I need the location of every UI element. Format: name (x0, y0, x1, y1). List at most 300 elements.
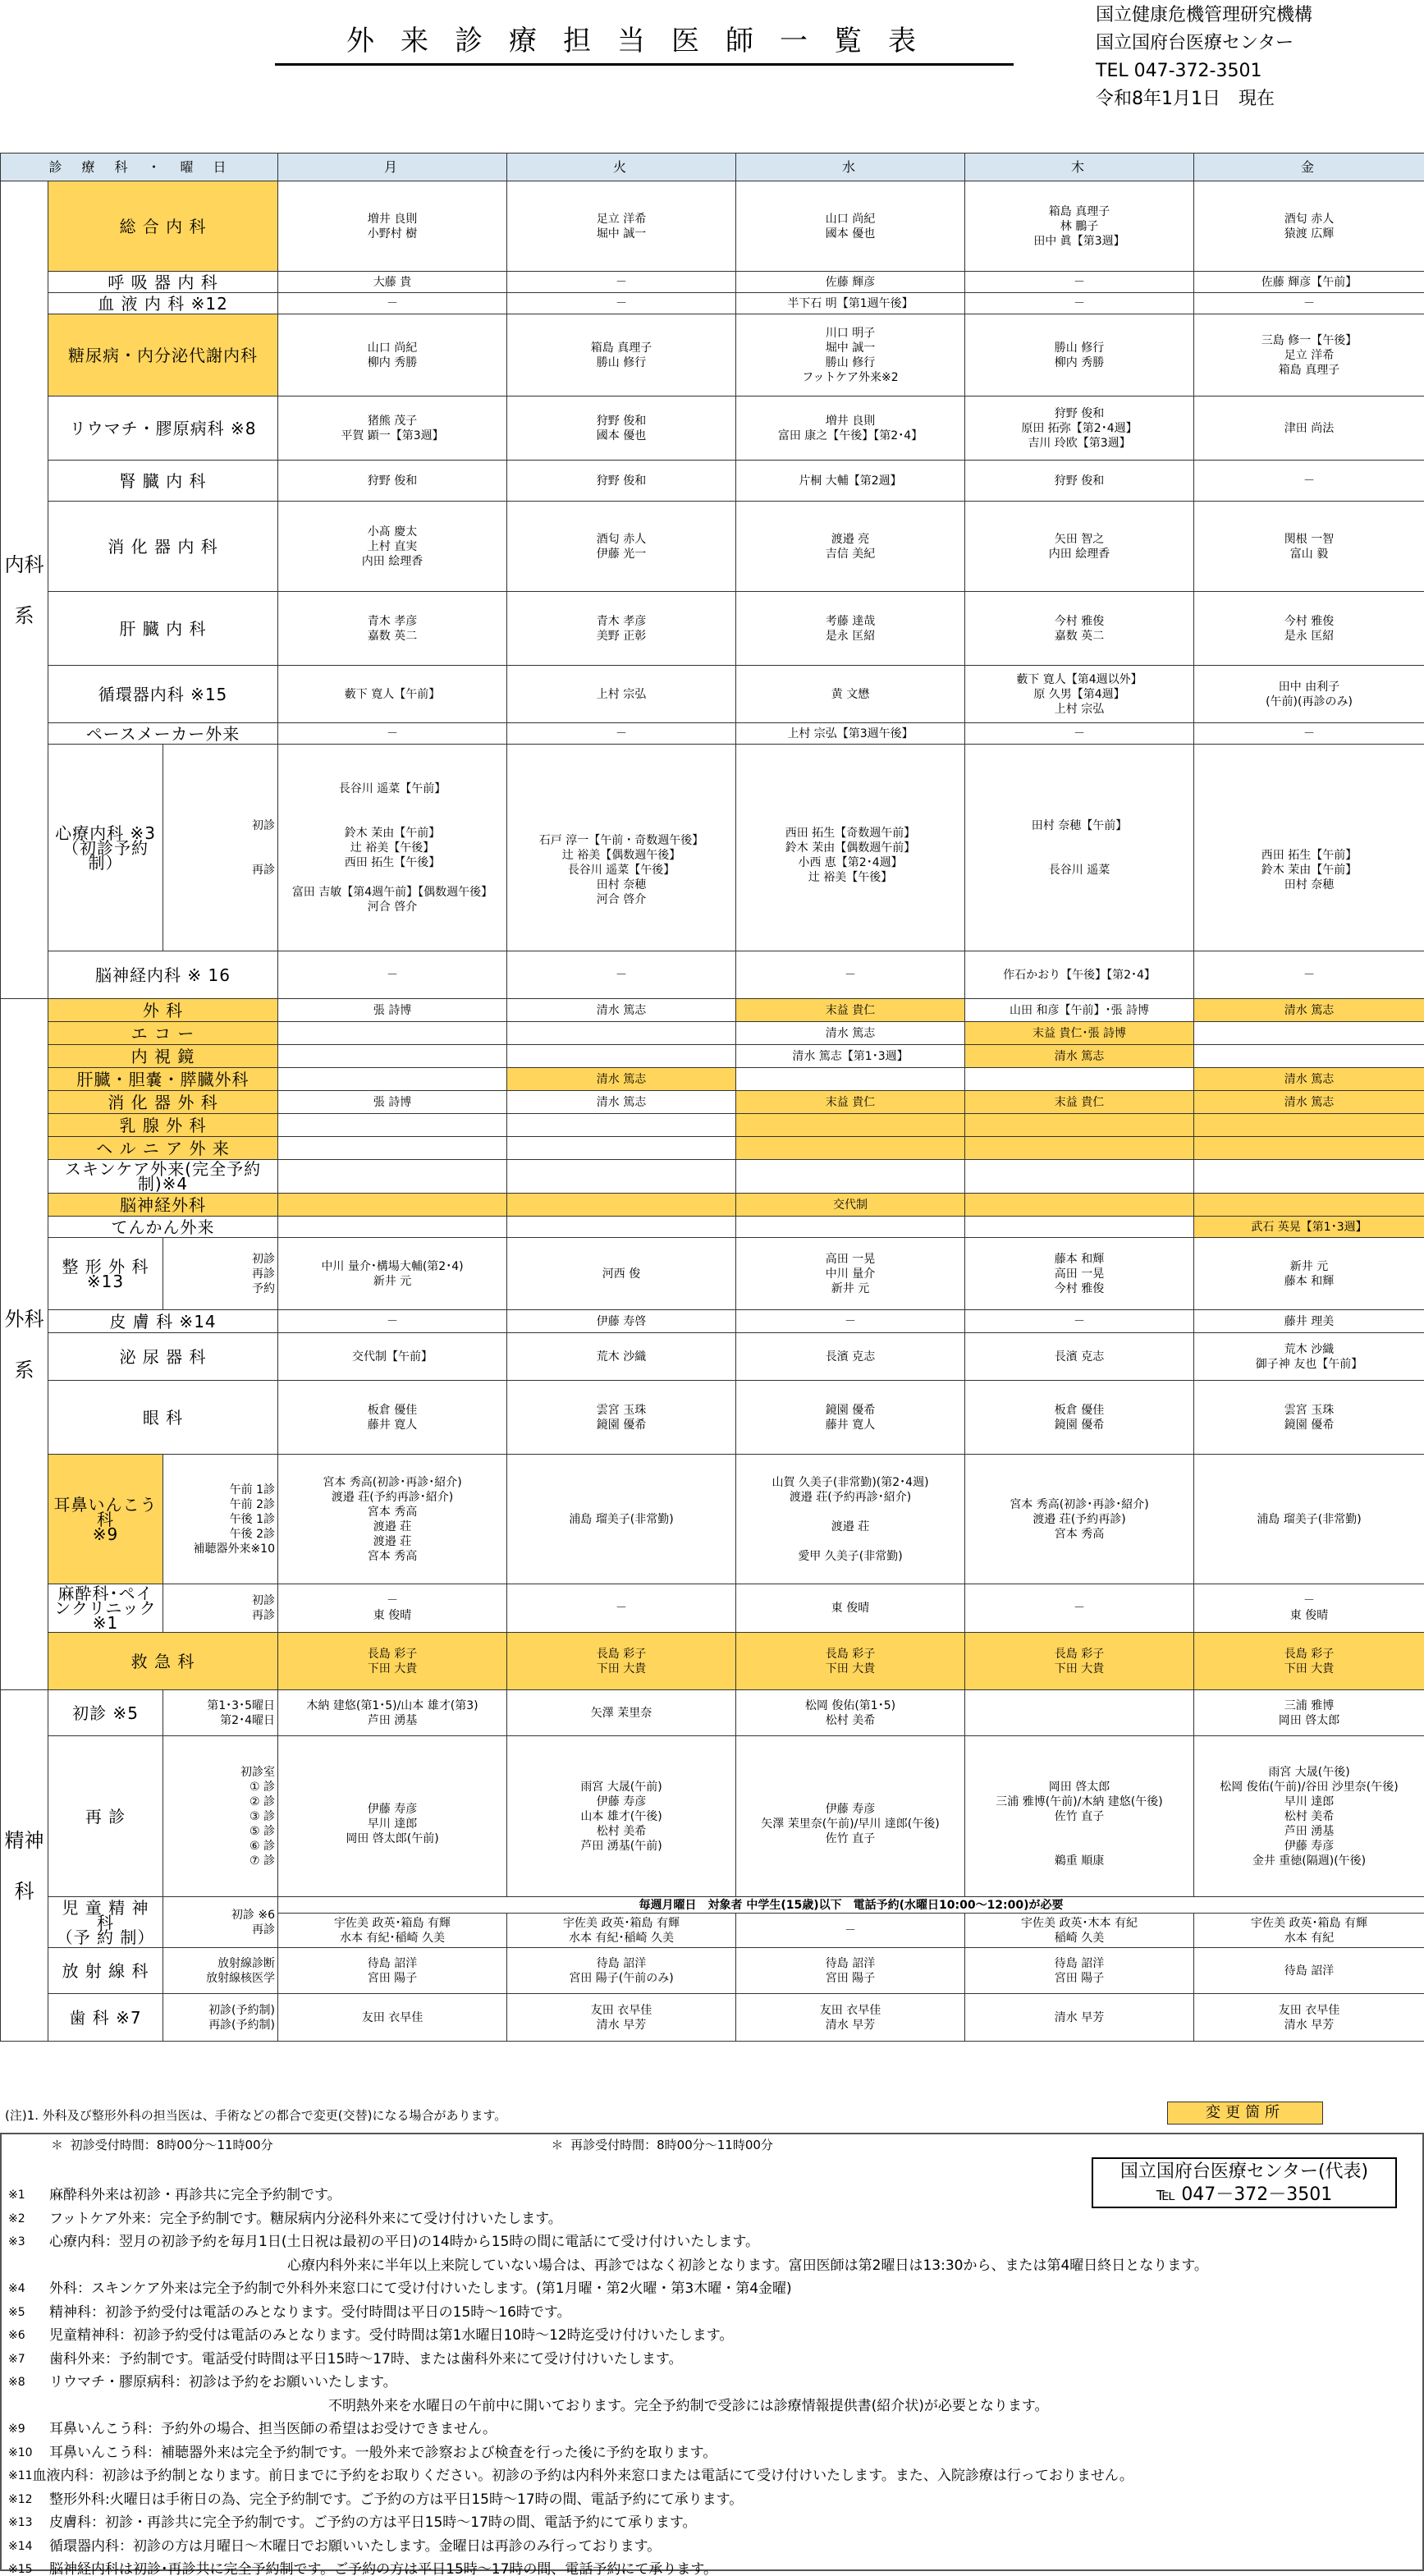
department-name: ヘ ル ニ ア 外 来 (48, 1137, 278, 1160)
doctor-cell-wed: 伊藤 寿彦 矢澤 茉里奈(午前)/早川 達郎(午後) 佐竹 直子 (736, 1736, 965, 1897)
doctor-cell-thu: 狩野 俊和 (965, 461, 1194, 502)
doctor-cell-tue (507, 1217, 736, 1238)
doctor-cell-thu: 岡田 啓太郎 三浦 雅博(午前)/木納 建悠(午後) 佐竹 直子 鵜重 順康 (965, 1736, 1194, 1897)
department-subtype: 初診(予約制) 再診(予約制) (163, 1994, 278, 2042)
doctor-cell-wed: 佐藤 輝彦 (736, 272, 965, 293)
note-text: 皮膚科：初診・再診共に完全予約制です。ご予約の方は平日15時～17時の間、電話予約にて承ります。 (49, 2514, 697, 2531)
doctor-cell-wed (736, 1160, 965, 1194)
doctor-cell-fri: － (1194, 723, 1424, 745)
doctor-cell-fri (1194, 1194, 1424, 1217)
note-key: ※12 (8, 2492, 33, 2506)
department-name: 総 合 内 科 (48, 181, 278, 272)
schedule-table (0, 153, 1424, 2042)
department-subtype: 初診 ※6 再診 (163, 1897, 278, 1948)
doctor-cell-mon: － (278, 723, 507, 745)
note-key: ※3 (8, 2235, 25, 2248)
table-row (1, 1217, 1424, 1238)
doctor-cell-wed: 片桐 大輔【第2週】 (736, 461, 965, 502)
doctor-cell-tue: 荒木 沙織 (507, 1333, 736, 1381)
department-name: 脳神経外科 (48, 1194, 278, 1217)
table-row (1, 1160, 1424, 1194)
department-name: 整 形 外 科 ※13 (48, 1238, 163, 1310)
note-key: ※14 (8, 2539, 33, 2553)
doctor-cell-fri: － (1194, 293, 1424, 314)
department-subtype: 午前 1診 午前 2診 午後 1診 午後 2診 補聴器外来※10 (163, 1455, 278, 1584)
doctor-cell-wed: 長島 彩子 下田 大貴 (736, 1633, 965, 1690)
header (0, 0, 1424, 156)
doctor-cell-fri (1194, 1137, 1424, 1160)
department-name: 脳神経内科 ※ 16 (48, 951, 278, 999)
table-row (1, 1455, 1424, 1584)
doctor-cell-fri: 新井 元 藤本 和輝 (1194, 1238, 1424, 1310)
doctor-cell-wed: 半下石 明【第1週午後】 (736, 293, 965, 314)
table-row (1, 461, 1424, 502)
doctor-cell-mon: 山口 尚紀 柳内 秀勝 (278, 314, 507, 396)
table-row (1, 951, 1424, 999)
doctor-cell-thu: 宮本 秀高(初診･再診･紹介) 渡邉 荘(予約再診) 宮本 秀高 (965, 1455, 1194, 1584)
notes-list (8, 2184, 1208, 2576)
doctor-cell-mon: 張 詩博 (278, 999, 507, 1022)
header-day: 月 (278, 154, 507, 181)
table-row (1, 1690, 1424, 1736)
header-day: 火 (507, 154, 736, 181)
doctor-cell-fri: 西田 拓生【午前】 鈴木 茉由【午前】 田村 奈穂 (1194, 745, 1424, 951)
doctor-cell-wed: 清水 篤志【第1･3週】 (736, 1045, 965, 1068)
doctor-cell-mon (278, 1194, 507, 1217)
doctor-cell-tue: 上村 宗弘 (507, 666, 736, 723)
note-text: 脳神経内科は初診･再診共に完全予約制です。ご予約の方は平日15時～17時の間、電話予約にて承ります。 (49, 2561, 718, 2576)
department-name: 放 射 線 科 (48, 1948, 163, 1994)
note-item (8, 2277, 1075, 2301)
doctor-cell-mon: 猪熊 茂子 平賀 顕一【第3週】 (278, 396, 507, 461)
department-name: 肝臓・胆嚢・膵臓外科 (48, 1068, 278, 1091)
doctor-cell-wed: 清水 篤志 (736, 1022, 965, 1045)
doctor-cell-fri: 荒木 沙織 御子神 友也【午前】 (1194, 1333, 1424, 1381)
department-name: 心療内科 ※3 （初診予約制） (48, 745, 163, 951)
note-text: 精神科：初診予約受付は電話のみとなります。受付時間は平日の15時～16時です。 (49, 2303, 571, 2321)
doctor-cell-fri: 宇佐美 政英･箱島 有輝 水本 有紀 (1194, 1897, 1424, 1948)
header-day: 水 (736, 154, 965, 181)
doctor-cell-wed (736, 1068, 965, 1091)
doctor-cell-thu: － (965, 1310, 1194, 1333)
table-header-row (1, 154, 1424, 181)
doctor-cell-fri: － (1194, 951, 1424, 999)
note-item (8, 2511, 1075, 2535)
doctor-cell-wed: 友田 衣早佳 清水 早芳 (736, 1994, 965, 2042)
doctor-cell-thu: 箱島 真理子 林 鵬子 田中 眞【第3週】 (965, 181, 1194, 272)
doctor-cell-tue: 清水 篤志 (507, 1068, 736, 1091)
department-name: てんかん外来 (48, 1217, 278, 1238)
doctor-cell-mon: 中川 量介･構場大輔(第2･4) 新井 元 (278, 1238, 507, 1310)
note-item (8, 2371, 1075, 2395)
doctor-cell-tue: 待島 詔洋 宮田 陽子(午前のみ) (507, 1948, 736, 1994)
department-name: 麻酔科･ペインクリニック ※1 (48, 1584, 163, 1633)
note-item (8, 2301, 1075, 2325)
department-name: 糖尿病・内分泌代謝内科 (48, 314, 278, 396)
doctor-cell-tue: 雨宮 大晟(午前) 伊藤 寿彦 山本 雄才(午後) 松村 美希 芦田 湧基(午前) (507, 1736, 736, 1897)
doctor-cell-fri: 佐藤 輝彦【午前】 (1194, 272, 1424, 293)
doctor-cell-thu: 待島 詔洋 宮田 陽子 (965, 1948, 1194, 1994)
table-row (1, 745, 1424, 951)
note-text: リウマチ・膠原病科：初診は予約をお願いいたします。 (49, 2374, 397, 2390)
header-dept-weekday: 診 療 科 ・ 曜 日 (1, 154, 278, 181)
note-key: ※13 (8, 2516, 33, 2529)
doctor-cell-wed: 山賀 久美子(非常勤)(第2･4週) 渡邉 荘(予約再診･紹介) 渡邉 荘 愛甲 久美子(非常勤) (736, 1455, 965, 1584)
doctor-cell-wed: 黄 文懋 (736, 666, 965, 723)
doctor-cell-wed: 考藤 達哉 是永 匡紹 (736, 592, 965, 666)
department-name: 肝 臓 内 科 (48, 592, 278, 666)
doctor-cell-fri (1194, 1022, 1424, 1045)
table-row (1, 1137, 1424, 1160)
doctor-cell-fri (1194, 1114, 1424, 1137)
department-name: 呼 吸 器 内 科 (48, 272, 278, 293)
doctor-cell-fri: 清水 篤志 (1194, 999, 1424, 1022)
department-subtype: 初診室 ① 診 ② 診 ③ 診 ⑤ 診 ⑥ 診 ⑦ 診 (163, 1736, 278, 1897)
department-name: 泌 尿 器 科 (48, 1333, 278, 1381)
department-name: 児 童 精 神 科 （予 約 制） (48, 1897, 163, 1948)
doctor-cell-tue: 伊藤 寿啓 (507, 1310, 736, 1333)
doctor-cell-thu: 宇佐美 政英･木本 有紀 稲崎 久美 (965, 1897, 1194, 1948)
doctor-cell-mon: － (278, 1310, 507, 1333)
note-item (8, 2441, 1075, 2465)
table-row (1, 1948, 1424, 1994)
note-key: ※10 (8, 2445, 33, 2459)
group-label: 内科系 (1, 181, 48, 999)
doctor-cell-tue (507, 1114, 736, 1137)
doctor-cell-tue: 狩野 俊和 國本 優也 (507, 396, 736, 461)
doctor-cell-fri: 雨宮 大晟(午後) 松岡 俊佑(午前)/谷田 沙里奈(午後) 早川 達郎 松村 美希 芦田 湧基 伊藤 寿彦 金井 重徳(隔週)(午後) (1194, 1736, 1424, 1897)
doctor-cell-wed: 長濱 克志 (736, 1333, 965, 1381)
doctor-cell-fri: 長島 彩子 下田 大貴 (1194, 1633, 1424, 1690)
doctor-cell-tue: 浦島 瑠美子(非常勤) (507, 1455, 736, 1584)
table-row (1, 592, 1424, 666)
note-text: 心療内科外来に半年以上来院していない場合は、再診ではなく初診となります。富田医師は第2曜日は13:30から、または第4曜日終日となります。 (287, 2257, 1208, 2274)
doctor-cell-fri (1194, 1160, 1424, 1194)
doctor-cell-mon: 友田 衣早佳 (278, 1994, 507, 2042)
department-name: ペースメーカー外来 (48, 723, 278, 745)
table-row (1, 1045, 1424, 1068)
doctor-cell-mon: 藪下 寛人【午前】 (278, 666, 507, 723)
doctor-cell-fri: 待島 詔洋 (1194, 1948, 1424, 1994)
doctor-cell-wed: 鏡園 優希 藤井 寛人 (736, 1381, 965, 1455)
note-text: 循環器内科：初診の方は月曜日～木曜日でお願いいたします。金曜日は再診のみ行っております。 (49, 2537, 662, 2555)
note-key (8, 2395, 49, 2418)
note-text: フットケア外来：完全予約制です。糖尿病内分泌科外来にて受け付けいたします。 (49, 2210, 562, 2227)
table-row (1, 502, 1424, 592)
table-row (1, 1333, 1424, 1381)
table-row (1, 999, 1424, 1022)
table-row (1, 1022, 1424, 1045)
department-name: 乳 腺 外 科 (48, 1114, 278, 1137)
department-subtype: 放射線診断 放射線核医学 (163, 1948, 278, 1994)
doctor-cell-fri: － (1194, 461, 1424, 502)
note-text: 児童精神科：初診予約受付は電話のみとなります。受付時間は第1水曜日10時～12時迄受け付けいたします。 (49, 2327, 734, 2344)
doctor-cell-thu: 山田 和彦【午前】･張 詩博 (965, 999, 1194, 1022)
note-text: 不明熱外来を水曜日の午前中に開いております。完全予約制で受診には診療情報提供書(紹介状)が必要となります。 (328, 2397, 1049, 2414)
department-name: 消 化 器 内 科 (48, 502, 278, 592)
doctor-cell-fri (1194, 1045, 1424, 1068)
doctor-cell-wed: 西田 拓生【奇数週午前】 鈴木 茉由【偶数週午前】 小西 恵【第2･4週】 辻 裕美【午後】 (736, 745, 965, 951)
table-row (1, 272, 1424, 293)
doctor-cell-wed: 松岡 俊佑(第1･5) 松村 美希 (736, 1690, 965, 1736)
doctor-cell-tue: 青木 孝彦 美野 正彰 (507, 592, 736, 666)
note-key: ※6 (8, 2329, 25, 2342)
doctor-cell-mon: 宮本 秀高(初診･再診･紹介) 渡邉 荘(予約再診･紹介) 宮本 秀高 渡邉 荘 渡邉 荘 宮本 秀高 (278, 1455, 507, 1584)
doctor-cell-tue: － (507, 951, 736, 999)
doctor-cell-thu: 勝山 修行 柳内 秀勝 (965, 314, 1194, 396)
table-row (1, 1091, 1424, 1114)
doctor-cell-thu (965, 1068, 1194, 1091)
doctor-cell-wed: 待島 詔洋 宮田 陽子 (736, 1948, 965, 1994)
doctor-cell-tue (507, 1045, 736, 1068)
surgery-note: (注)1. 外科及び整形外科の担当医は、手術などの都合で変更(交替)になる場合があります。 (5, 2108, 507, 2123)
doctor-cell-fri: 田中 由利子 (午前)(再診のみ) (1194, 666, 1424, 723)
doctor-cell-tue: 石戸 淳一【午前・奇数週午後】 辻 裕美【偶数週午後】 長谷川 遥菜【午後】 田村 奈穂 河合 啓介 (507, 745, 736, 951)
doctor-cell-tue (507, 1022, 736, 1045)
department-name: スキンケア外来(完全予約制)※4 (48, 1160, 278, 1194)
doctor-cell-mon: 大藤 貴 (278, 272, 507, 293)
table-row (1, 396, 1424, 461)
doctor-cell-tue: 酒匂 赤人 伊藤 光一 (507, 502, 736, 592)
doctor-cell-fri: 浦島 瑠美子(非常勤) (1194, 1455, 1424, 1584)
doctor-cell-mon (278, 1045, 507, 1068)
table-row (1, 723, 1424, 745)
doctor-cell-thu: 今村 雅俊 嘉数 英二 (965, 592, 1194, 666)
doctor-cell-wed: － (736, 1897, 965, 1948)
doctor-cell-mon: 伊藤 寿彦 早川 達郎 岡田 啓太郎(午前) (278, 1736, 507, 1897)
doctor-cell-mon (278, 1160, 507, 1194)
doctor-cell-fri: 三浦 雅博 岡田 啓太郎 (1194, 1690, 1424, 1736)
table-row (1, 181, 1424, 272)
doctor-cell-tue: 友田 衣早佳 清水 早芳 (507, 1994, 736, 2042)
org-line: 国立健康危機管理研究機構 (1096, 5, 1313, 25)
doctor-cell-tue (507, 1160, 736, 1194)
note-item (8, 2348, 1075, 2372)
department-name: 消 化 器 外 科 (48, 1091, 278, 1114)
table-row (1, 1381, 1424, 1455)
department-name: 眼 科 (48, 1381, 278, 1455)
doctor-cell-tue: 宇佐美 政英･箱島 有輝 水本 有紀･稲崎 久美 (507, 1897, 736, 1948)
table-row (1, 666, 1424, 723)
doctor-cell-mon: － (278, 951, 507, 999)
doctor-cell-mon (278, 1137, 507, 1160)
doctor-cell-mon: 増井 良則 小野村 樹 (278, 181, 507, 272)
doctor-cell-tue: 矢澤 茉里奈 (507, 1690, 736, 1736)
rep-name: 国立国府台医療センター(代表) (1120, 2161, 1369, 2182)
doctor-cell-mon: 張 詩博 (278, 1091, 507, 1114)
doctor-cell-tue: 雲宮 玉珠 鏡園 優希 (507, 1381, 736, 1455)
doctor-cell-thu: 狩野 俊和 原田 拓弥【第2･4週】 吉川 玲欧【第3週】 (965, 396, 1194, 461)
department-name: 再 診 (48, 1736, 163, 1897)
doctor-cell-mon: 小髙 慶太 上村 直実 内田 絵理香 (278, 502, 507, 592)
note-item (8, 2207, 1075, 2231)
note-key: ※2 (8, 2212, 25, 2225)
doctor-cell-tue: 長島 彩子 下田 大貴 (507, 1633, 736, 1690)
doctor-cell-tue: 清水 篤志 (507, 999, 736, 1022)
doctor-cell-thu: － (965, 1584, 1194, 1633)
page-title: 外来診療担当医師一覧表 (275, 18, 1014, 66)
doctor-cell-thu: 矢田 智之 内田 絵理香 (965, 502, 1194, 592)
doctor-cell-wed: － (736, 1310, 965, 1333)
doctor-cell-thu (965, 1217, 1194, 1238)
doctor-cell-wed: 高田 一晃 中川 量介 新井 元 (736, 1238, 965, 1310)
department-subtype: 第1･3･5曜日 第2･4曜日 (163, 1690, 278, 1736)
department-name: 皮 膚 科 ※14 (48, 1310, 278, 1333)
doctor-cell-thu (965, 1160, 1194, 1194)
doctor-cell-tue (507, 1137, 736, 1160)
doctor-cell-thu (965, 1194, 1194, 1217)
department-name: 歯 科 ※7 (48, 1994, 163, 2042)
rep-tel: ℡ 047－372－3501 (1156, 2184, 1333, 2205)
doctor-cell-mon: 交代制【午前】 (278, 1333, 507, 1381)
table-row (1, 314, 1424, 396)
doctor-cell-thu: － (965, 723, 1194, 745)
doctor-cell-thu: 板倉 優佳 鏡園 優希 (965, 1381, 1194, 1455)
table-row (1, 1994, 1424, 2042)
doctor-cell-fri: 今村 雅俊 是永 匡紹 (1194, 592, 1424, 666)
note-key: ※8 (8, 2376, 25, 2389)
department-subtype: 初診 再診 (163, 745, 278, 951)
doctor-cell-fri: 友田 衣早佳 清水 早芳 (1194, 1994, 1424, 2042)
department-name: エ コ ー (48, 1022, 278, 1045)
department-name: 救 急 科 (48, 1633, 278, 1690)
doctor-cell-tue: 足立 洋希 堀中 誠一 (507, 181, 736, 272)
doctor-cell-mon (278, 1022, 507, 1045)
doctor-cell-thu: － (965, 293, 1194, 314)
department-name: 内 視 鏡 (48, 1045, 278, 1068)
group-label: 外科系 (1, 999, 48, 1690)
doctor-cell-fri: 清水 篤志 (1194, 1068, 1424, 1091)
org-line: 令和8年1月1日 現在 (1096, 89, 1275, 109)
doctor-cell-fri: 三島 修一【午後】 足立 洋希 箱島 真理子 (1194, 314, 1424, 396)
doctor-cell-mon (278, 1217, 507, 1238)
doctor-cell-mon: 宇佐美 政英･箱島 有輝 水本 有紀･稲崎 久美 (278, 1897, 507, 1948)
doctor-cell-tue: － (507, 272, 736, 293)
department-name: 耳鼻いんこう科 ※9 (48, 1455, 163, 1584)
doctor-cell-wed: 渡邉 亮 吉信 美紀 (736, 502, 965, 592)
table-row (1, 293, 1424, 314)
note-item (8, 2254, 1208, 2278)
doctor-cell-mon: 狩野 俊和 (278, 461, 507, 502)
table-row (1, 1584, 1424, 1633)
note-key: ※7 (8, 2352, 25, 2366)
doctor-cell-mon: 木納 建悠(第1･5)/山本 雄才(第3) 芦田 湧基 (278, 1690, 507, 1736)
doctor-cell-mon: 青木 孝彦 嘉数 英二 (278, 592, 507, 666)
doctor-cell-mon: 長島 彩子 下田 大貴 (278, 1633, 507, 1690)
doctor-cell-thu: 清水 篤志 (965, 1045, 1194, 1068)
organization-info (1096, 2, 1312, 113)
doctor-cell-wed: 増井 良則 富田 康之【午後】【第2･4】 (736, 396, 965, 461)
doctor-cell-wed: 末益 貴仁 (736, 999, 965, 1022)
note-item (8, 2418, 1075, 2441)
doctor-cell-thu: 藪下 寛人【第4週以外】 原 久男【第4週】 上村 宗弘 (965, 666, 1194, 723)
doctor-cell-fri: 津田 尚法 (1194, 396, 1424, 461)
doctor-cell-thu: － (965, 272, 1194, 293)
doctor-cell-tue: － (507, 293, 736, 314)
doctor-cell-wed: 末益 貴仁 (736, 1091, 965, 1114)
table-row (1, 1194, 1424, 1217)
note-text: 心療内科：翌月の初診予約を毎月1日(土日祝は最初の平日)の14時から15時の間に電話にて受け付けいたします。 (49, 2234, 759, 2250)
doctor-cell-wed: 東 俊晴 (736, 1584, 965, 1633)
note-key: ※4 (8, 2282, 25, 2295)
note-item (8, 2395, 1075, 2418)
doctor-cell-tue: － (507, 723, 736, 745)
change-legend: 変更箇所 (1167, 2102, 1323, 2125)
doctor-cell-fri: 武石 英晃【第1･3週】 (1194, 1217, 1424, 1238)
doctor-cell-wed: － (736, 951, 965, 999)
doctor-cell-wed (736, 1217, 965, 1238)
doctor-cell-thu: 作石かおり【午後】【第2･4】 (965, 951, 1194, 999)
doctor-cell-tue: 箱島 真理子 勝山 修行 (507, 314, 736, 396)
doctor-cell-thu: 藤本 和輝 高田 一晃 今村 雅俊 (965, 1238, 1194, 1310)
note-text: 外科：スキンケア外来は完全予約制で外科外来窓口にて受け付けいたします。(第1月曜・第2火曜・第3木曜・第4金曜) (49, 2280, 792, 2297)
reception-times (51, 2136, 1044, 2153)
note-key: ※5 (8, 2305, 25, 2319)
doctor-cell-thu: 末益 貴仁･張 詩博 (965, 1022, 1194, 1045)
org-line: 国立国府台医療センター (1096, 33, 1294, 53)
note-item (8, 2230, 1075, 2254)
doctor-cell-tue: 清水 篤志 (507, 1091, 736, 1114)
doctor-cell-thu: 田村 奈穂【午前】 長谷川 遥菜 (965, 745, 1194, 951)
doctor-cell-fri: 藤井 理美 (1194, 1310, 1424, 1333)
doctor-cell-wed: 山口 尚紀 國本 優也 (736, 181, 965, 272)
department-subtype: 初診 再診 予約 (163, 1238, 278, 1310)
doctor-cell-tue: － (507, 1584, 736, 1633)
note-text: 血液内科：初診は予約制となります。前日までに予約をお取りください。初診の予約は内科外来窓口または電話にて受け付けいたします。また、入院診療は行っておりません。 (32, 2468, 1133, 2484)
doctor-cell-tue: 狩野 俊和 (507, 461, 736, 502)
department-name: リウマチ・膠原病科 ※8 (48, 396, 278, 461)
doctor-cell-wed (736, 1114, 965, 1137)
doctor-cell-thu: 長島 彩子 下田 大貴 (965, 1633, 1194, 1690)
doctor-cell-thu: 長濱 克志 (965, 1333, 1194, 1381)
department-subtype: 初診 再診 (163, 1584, 278, 1633)
note-key: ※9 (8, 2422, 25, 2436)
note-item (8, 2535, 1075, 2559)
doctor-cell-thu (965, 1690, 1194, 1736)
doctor-cell-fri: 清水 篤志 (1194, 1091, 1424, 1114)
doctor-cell-mon (278, 1068, 507, 1091)
doctor-cell-fri: 雲宮 玉珠 鏡園 優希 (1194, 1381, 1424, 1455)
doctor-cell-tue: 河西 俊 (507, 1238, 736, 1310)
table-row (1, 1736, 1424, 1897)
table-row (1, 1633, 1424, 1690)
revisit-time: ＊ 再診受付時間：8時00分～11時00分 (551, 2138, 773, 2152)
note-item (8, 2464, 1133, 2488)
department-name: 初診 ※5 (48, 1690, 163, 1736)
doctor-cell-mon: 待島 詔洋 宮田 陽子 (278, 1948, 507, 1994)
note-item (8, 2184, 1075, 2207)
doctor-cell-mon: － 東 俊晴 (278, 1584, 507, 1633)
doctor-cell-tue (507, 1194, 736, 1217)
org-line: TEL 047-372-3501 (1096, 61, 1262, 81)
table-row (1, 1068, 1424, 1091)
first-visit-time: ＊ 初診受付時間：8時00分～11時00分 (51, 2138, 273, 2152)
doctor-cell-thu: 清水 早芳 (965, 1994, 1194, 2042)
note-item (8, 2324, 1075, 2348)
department-name: 血 液 内 科 ※12 (48, 293, 278, 314)
doctor-cell-wed: 交代制 (736, 1194, 965, 1217)
doctor-cell-mon (278, 1114, 507, 1137)
note-text: 麻酔科外来は初診・再診共に完全予約制です。 (49, 2187, 341, 2203)
table-row (1, 1114, 1424, 1137)
note-text: 耳鼻いんこう科：補聴器外来は完全予約制です。一般外来で診察および検査を行った後に予約を取ります。 (49, 2444, 717, 2461)
note-text: 整形外科:火曜日は手術日の為、完全予約制です。ご予約の方は平日15時～17時の間、電話予約にて承ります。 (49, 2491, 744, 2508)
header-day: 金 (1194, 154, 1424, 181)
group-label: 精神科 (1, 1690, 48, 2042)
department-name: 外 科 (48, 999, 278, 1022)
doctor-cell-wed: 川口 明子 堀中 誠一 勝山 修行 フットケア外来※2 (736, 314, 965, 396)
doctor-cell-mon: 板倉 優佳 藤井 寛人 (278, 1381, 507, 1455)
